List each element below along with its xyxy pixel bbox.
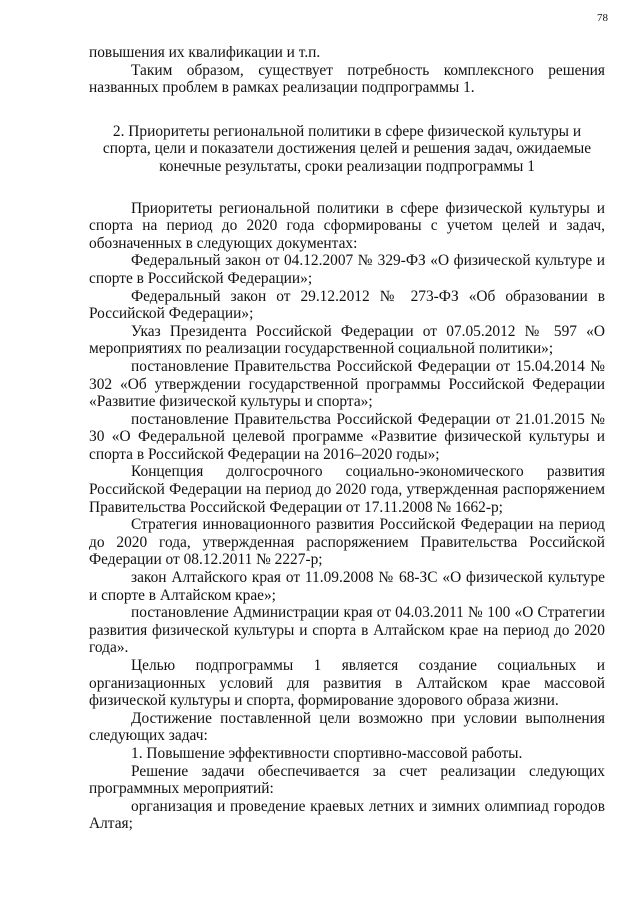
paragraph: Указ Президента Российской Федерации от 07.05.2012 № 597 «О мероприятиях по реализации государственной социальной политики»;	[89, 322, 605, 358]
paragraph: постановление Правительства Российской Федерации от 15.04.2014 № 302 «Об утверждении государственной программы Российской Федерации «Развитие физической культуры и спорта»;	[89, 357, 605, 411]
paragraph: Таким образом, существует потребность комплексного решения названных проблем в рамках реализации подпрограммы 1.	[89, 61, 605, 97]
page-number: 78	[597, 12, 608, 24]
paragraph: закон Алтайского края от 11.09.2008 № 68-ЗС «О физической культуре и спорте в Алтайском крае»;	[89, 569, 605, 604]
paragraph: 1. Повышение эффективности спортивно-массовой работы.	[131, 744, 523, 762]
paragraph: Достижение поставленной цели возможно при условии выполнения следующих задач:	[89, 709, 605, 745]
paragraph: организация и проведение краевых летних и зимних олимпиад городов Алтая;	[89, 797, 605, 833]
section-heading: 2. Приоритеты региональной политики в сфере физической культуры и спорта, цели и показатели достижения целей и решения задач, ожидаемые конечные результаты, сроки реализации подпрограммы 1	[102, 122, 592, 175]
paragraph: Федеральный закон от 04.12.2007 № 329-ФЗ «О физической культуре и спорте в Российской Федерации»;	[89, 252, 605, 287]
paragraph: Решение задачи обеспечивается за счет реализации следующих программных мероприятий:	[89, 762, 605, 798]
paragraph: Приоритеты региональной политики в сфере физической культуры и спорта на период до 2020 года сформированы с учетом целей и задач, обозначенных в следующих документах:	[89, 199, 605, 252]
paragraph: Федеральный закон от 29.12.2012 № 273-ФЗ «Об образовании в Российской Федерации»;	[89, 287, 605, 323]
paragraph: постановление Правительства Российской Федерации от 21.01.2015 № 30 «О Федеральной целевой программе «Развитие физической культуры и спорта в Российской Федерации на 2016–2020 годы»;	[89, 410, 605, 463]
paragraph: Стратегия инновационного развития Российской Федерации на период до 2020 года, утвержденная распоряжением Правительства Российской Федерации от 08.12.2011 № 2227-р;	[89, 516, 605, 569]
paragraph: постановление Администрации края от 04.03.2011 № 100 «О Стратегии развития физической культуры и спорта в Алтайском крае на период до 2020 года».	[89, 604, 605, 657]
paragraph: Концепция долгосрочного социально-экономического развития Российской Федерации на период до 2020 года, утвержденная распоряжением Правительства Российской Федерации от 17.11.2008 № 1662-р;	[89, 463, 605, 516]
paragraph: Целью подпрограммы 1 является создание социальных и организационных условий для развития в Алтайском крае массовой физической культуры и спорта, формирование здорового образа жизни.	[89, 657, 605, 710]
paragraph: повышения их квалификации и т.п.	[89, 44, 321, 61]
document-body	[89, 44, 605, 833]
